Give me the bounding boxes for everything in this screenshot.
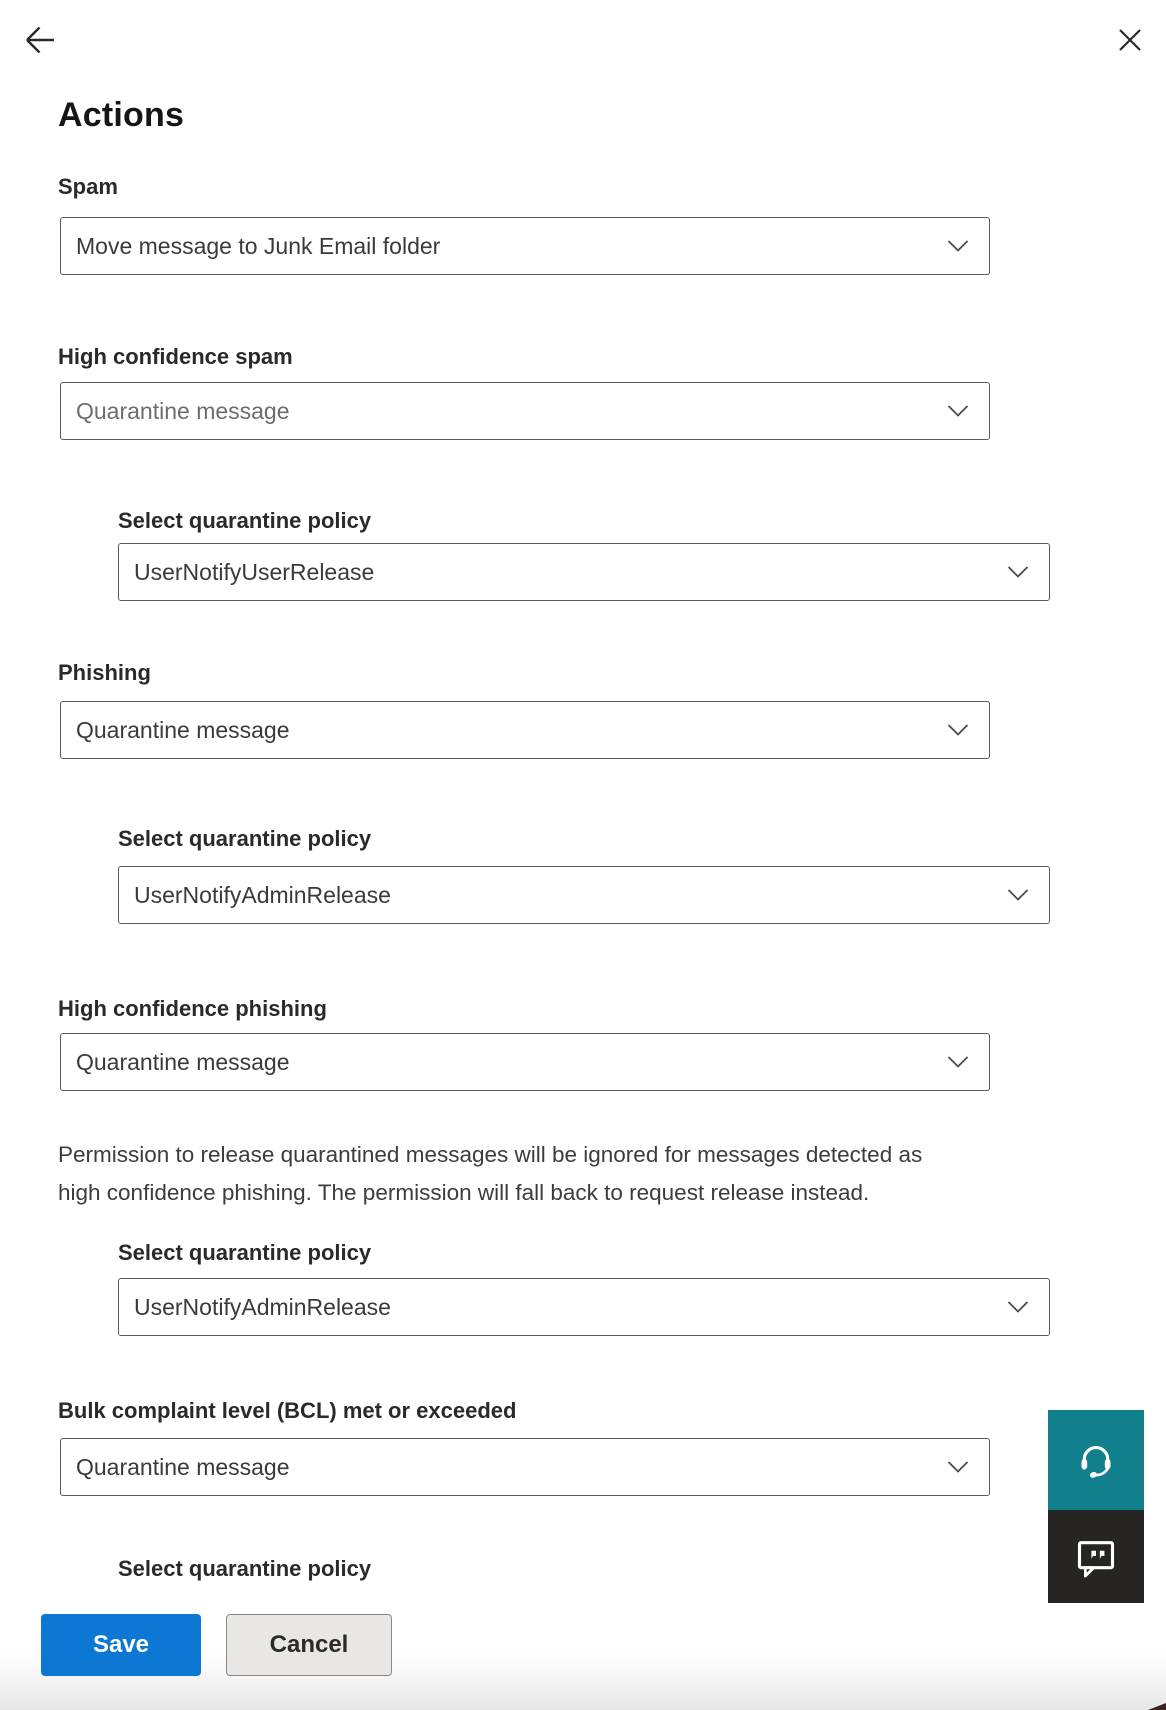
chevron-down-icon	[1007, 1301, 1029, 1314]
cancel-button[interactable]: Cancel	[226, 1614, 392, 1676]
high-confidence-spam-action-dropdown[interactable]	[60, 382, 990, 440]
chevron-down-icon	[1007, 566, 1029, 579]
chevron-down-icon	[947, 405, 969, 418]
hcs-quarantine-policy-value: UserNotifyUserRelease	[134, 558, 375, 585]
close-icon	[1114, 24, 1146, 56]
hcp-permission-note-line1: Permission to release quarantined messages will be ignored for messages detected as	[58, 1142, 923, 1167]
chevron-down-icon	[947, 240, 969, 253]
phishing-label: Phishing	[58, 660, 151, 685]
bulk-complaint-action-value: Quarantine message	[76, 1453, 290, 1480]
phishing-quarantine-policy-dropdown[interactable]	[118, 866, 1050, 924]
feedback-button[interactable]	[1048, 1510, 1144, 1603]
phishing-action-dropdown[interactable]	[60, 701, 990, 759]
page-title: Actions	[58, 96, 185, 134]
close-button[interactable]	[1112, 22, 1148, 58]
hcs-quarantine-policy-label: Select quarantine policy	[118, 508, 372, 533]
footer-bar	[0, 1584, 1166, 1710]
hcp-quarantine-policy-dropdown[interactable]	[118, 1278, 1050, 1336]
spam-label: Spam	[58, 174, 118, 199]
chevron-down-icon	[947, 1461, 969, 1474]
phishing-quarantine-policy-label: Select quarantine policy	[118, 826, 372, 851]
hcp-quarantine-policy-label: Select quarantine policy	[118, 1240, 372, 1265]
phishing-quarantine-policy-value: UserNotifyAdminRelease	[134, 881, 391, 908]
back-button[interactable]	[22, 22, 58, 58]
hcp-quarantine-policy-value: UserNotifyAdminRelease	[134, 1293, 391, 1320]
chevron-down-icon	[947, 1056, 969, 1069]
speech-bubble-icon	[1074, 1535, 1118, 1579]
chevron-down-icon	[1007, 889, 1029, 902]
spam-action-value: Move message to Junk Email folder	[76, 232, 441, 259]
chevron-down-icon	[947, 724, 969, 737]
bulk-complaint-action-dropdown[interactable]	[60, 1438, 990, 1496]
help-button[interactable]	[1048, 1410, 1144, 1510]
headset-icon	[1074, 1438, 1118, 1482]
arrow-left-icon	[22, 22, 58, 58]
high-confidence-spam-label: High confidence spam	[58, 344, 293, 369]
high-confidence-phishing-action-dropdown[interactable]	[60, 1033, 990, 1091]
high-confidence-phishing-action-value: Quarantine message	[76, 1048, 290, 1075]
save-button[interactable]: Save	[41, 1614, 201, 1676]
hcp-permission-note-line2: high confidence phishing. The permission will fall back to request release instead.	[58, 1180, 870, 1205]
bulk-quarantine-policy-label: Select quarantine policy	[118, 1556, 372, 1581]
bulk-complaint-label: Bulk complaint level (BCL) met or exceeded	[58, 1398, 517, 1423]
high-confidence-phishing-label: High confidence phishing	[58, 996, 327, 1021]
high-confidence-spam-action-value: Quarantine message	[76, 397, 290, 424]
spam-action-dropdown[interactable]	[60, 217, 990, 275]
hcs-quarantine-policy-dropdown[interactable]	[118, 543, 1050, 601]
phishing-action-value: Quarantine message	[76, 716, 290, 743]
